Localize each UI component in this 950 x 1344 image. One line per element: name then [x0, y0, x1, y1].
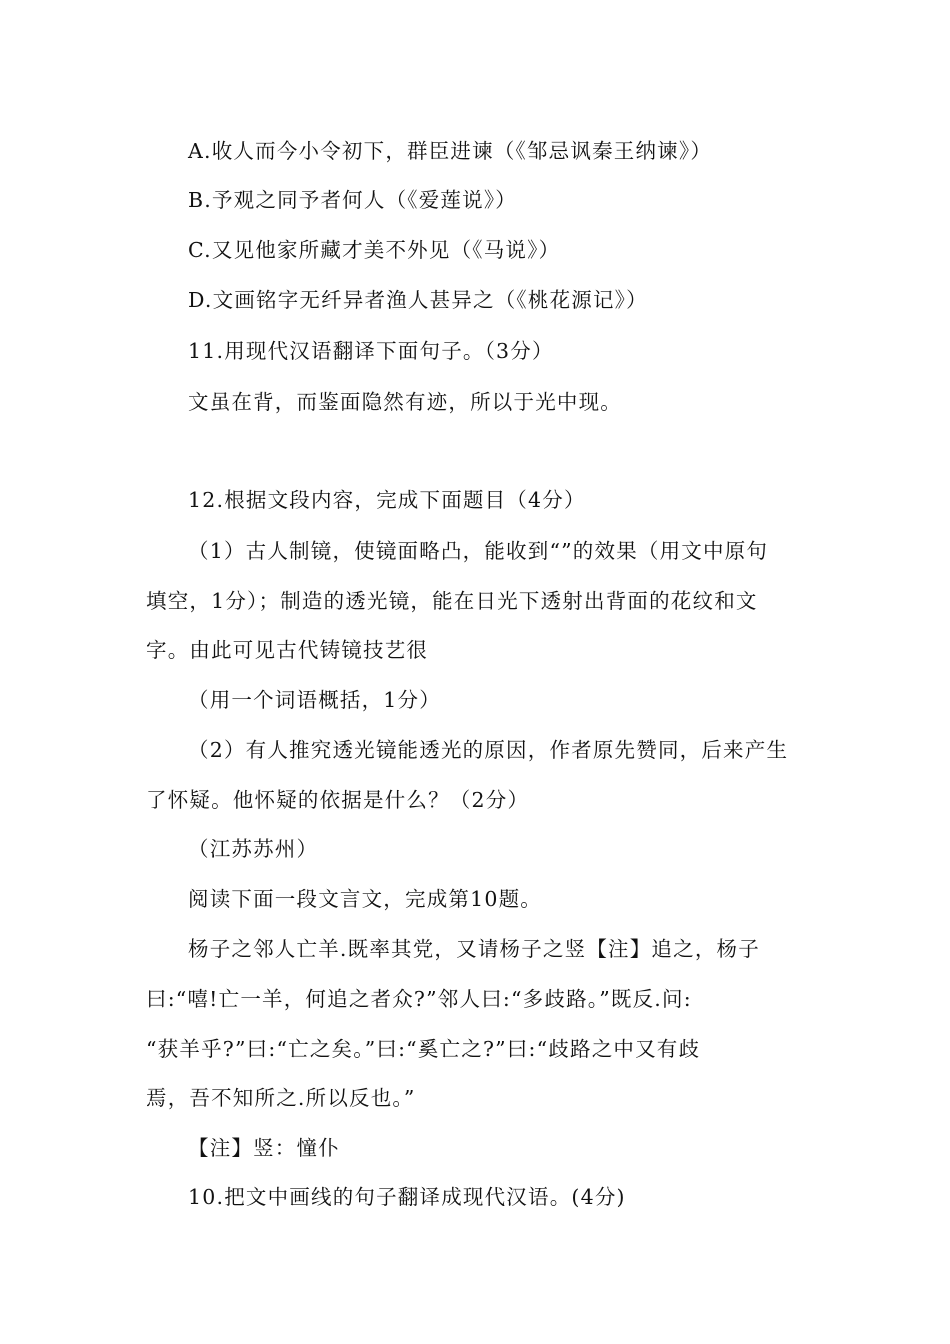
question-12-part1-line1: （1）古人制镜，使镜面略凸，能收到“”的效果（用文中原句 — [188, 539, 769, 563]
choice-a: A.收人而今小令初下，群臣进谏（《邹忌讽秦王纳谏》） — [188, 139, 713, 163]
choice-b: B.予观之同予者何人（《爱莲说》） — [188, 188, 517, 212]
passage-line-2: 曰:“嘻!亡一羊，何追之者众?”邻人曰:“多歧路。”既反.问: — [146, 987, 692, 1011]
question-10-prompt: 10.把文中画线的句子翻译成现代汉语。(4分) — [188, 1185, 626, 1209]
passage-line-1: 杨子之邻人亡羊.既率其党，又请杨子之竖【注】追之，杨子 — [188, 937, 760, 961]
question-12-part1-line4: （用一个词语概括，1分） — [188, 688, 441, 712]
choice-d: D.文画铭字无纤异者渔人甚异之（《桃花源记》） — [188, 288, 648, 312]
question-12-part2-line2: 了怀疑。他怀疑的依据是什么？（2分） — [146, 788, 530, 812]
annotation-note: 【注】竖：憧仆 — [188, 1136, 340, 1160]
question-12-part1-line2: 填空，1分）；制造的透光镜，能在日光下透射出背面的花纹和文 — [146, 589, 758, 613]
question-11-prompt: 11.用现代汉语翻译下面句子。（3分） — [188, 339, 554, 363]
question-12-prompt: 12.根据文段内容，完成下面题目（4分） — [188, 488, 586, 512]
passage-line-3: “获羊乎?”曰:“亡之矣。”曰:“奚亡之?”曰:“歧路之中又有歧 — [146, 1037, 701, 1061]
question-12-part2-line1: （2）有人推究透光镜能透光的原因，作者原先赞同，后来产生 — [188, 738, 789, 762]
question-12-part1-line3: 字。由此可见古代铸镜技艺很 — [146, 638, 429, 662]
choice-c: C.又见他家所藏才美不外见（《马说》） — [188, 238, 561, 262]
question-11-sentence: 文虽在背，而鉴面隐然有迹，所以于光中现。 — [188, 390, 622, 414]
source-label: （江苏苏州） — [188, 837, 319, 861]
reading-intro: 阅读下面一段文言文，完成第10题。 — [188, 887, 542, 911]
passage-line-4: 焉，吾不知所之.所以反也。” — [146, 1086, 416, 1110]
